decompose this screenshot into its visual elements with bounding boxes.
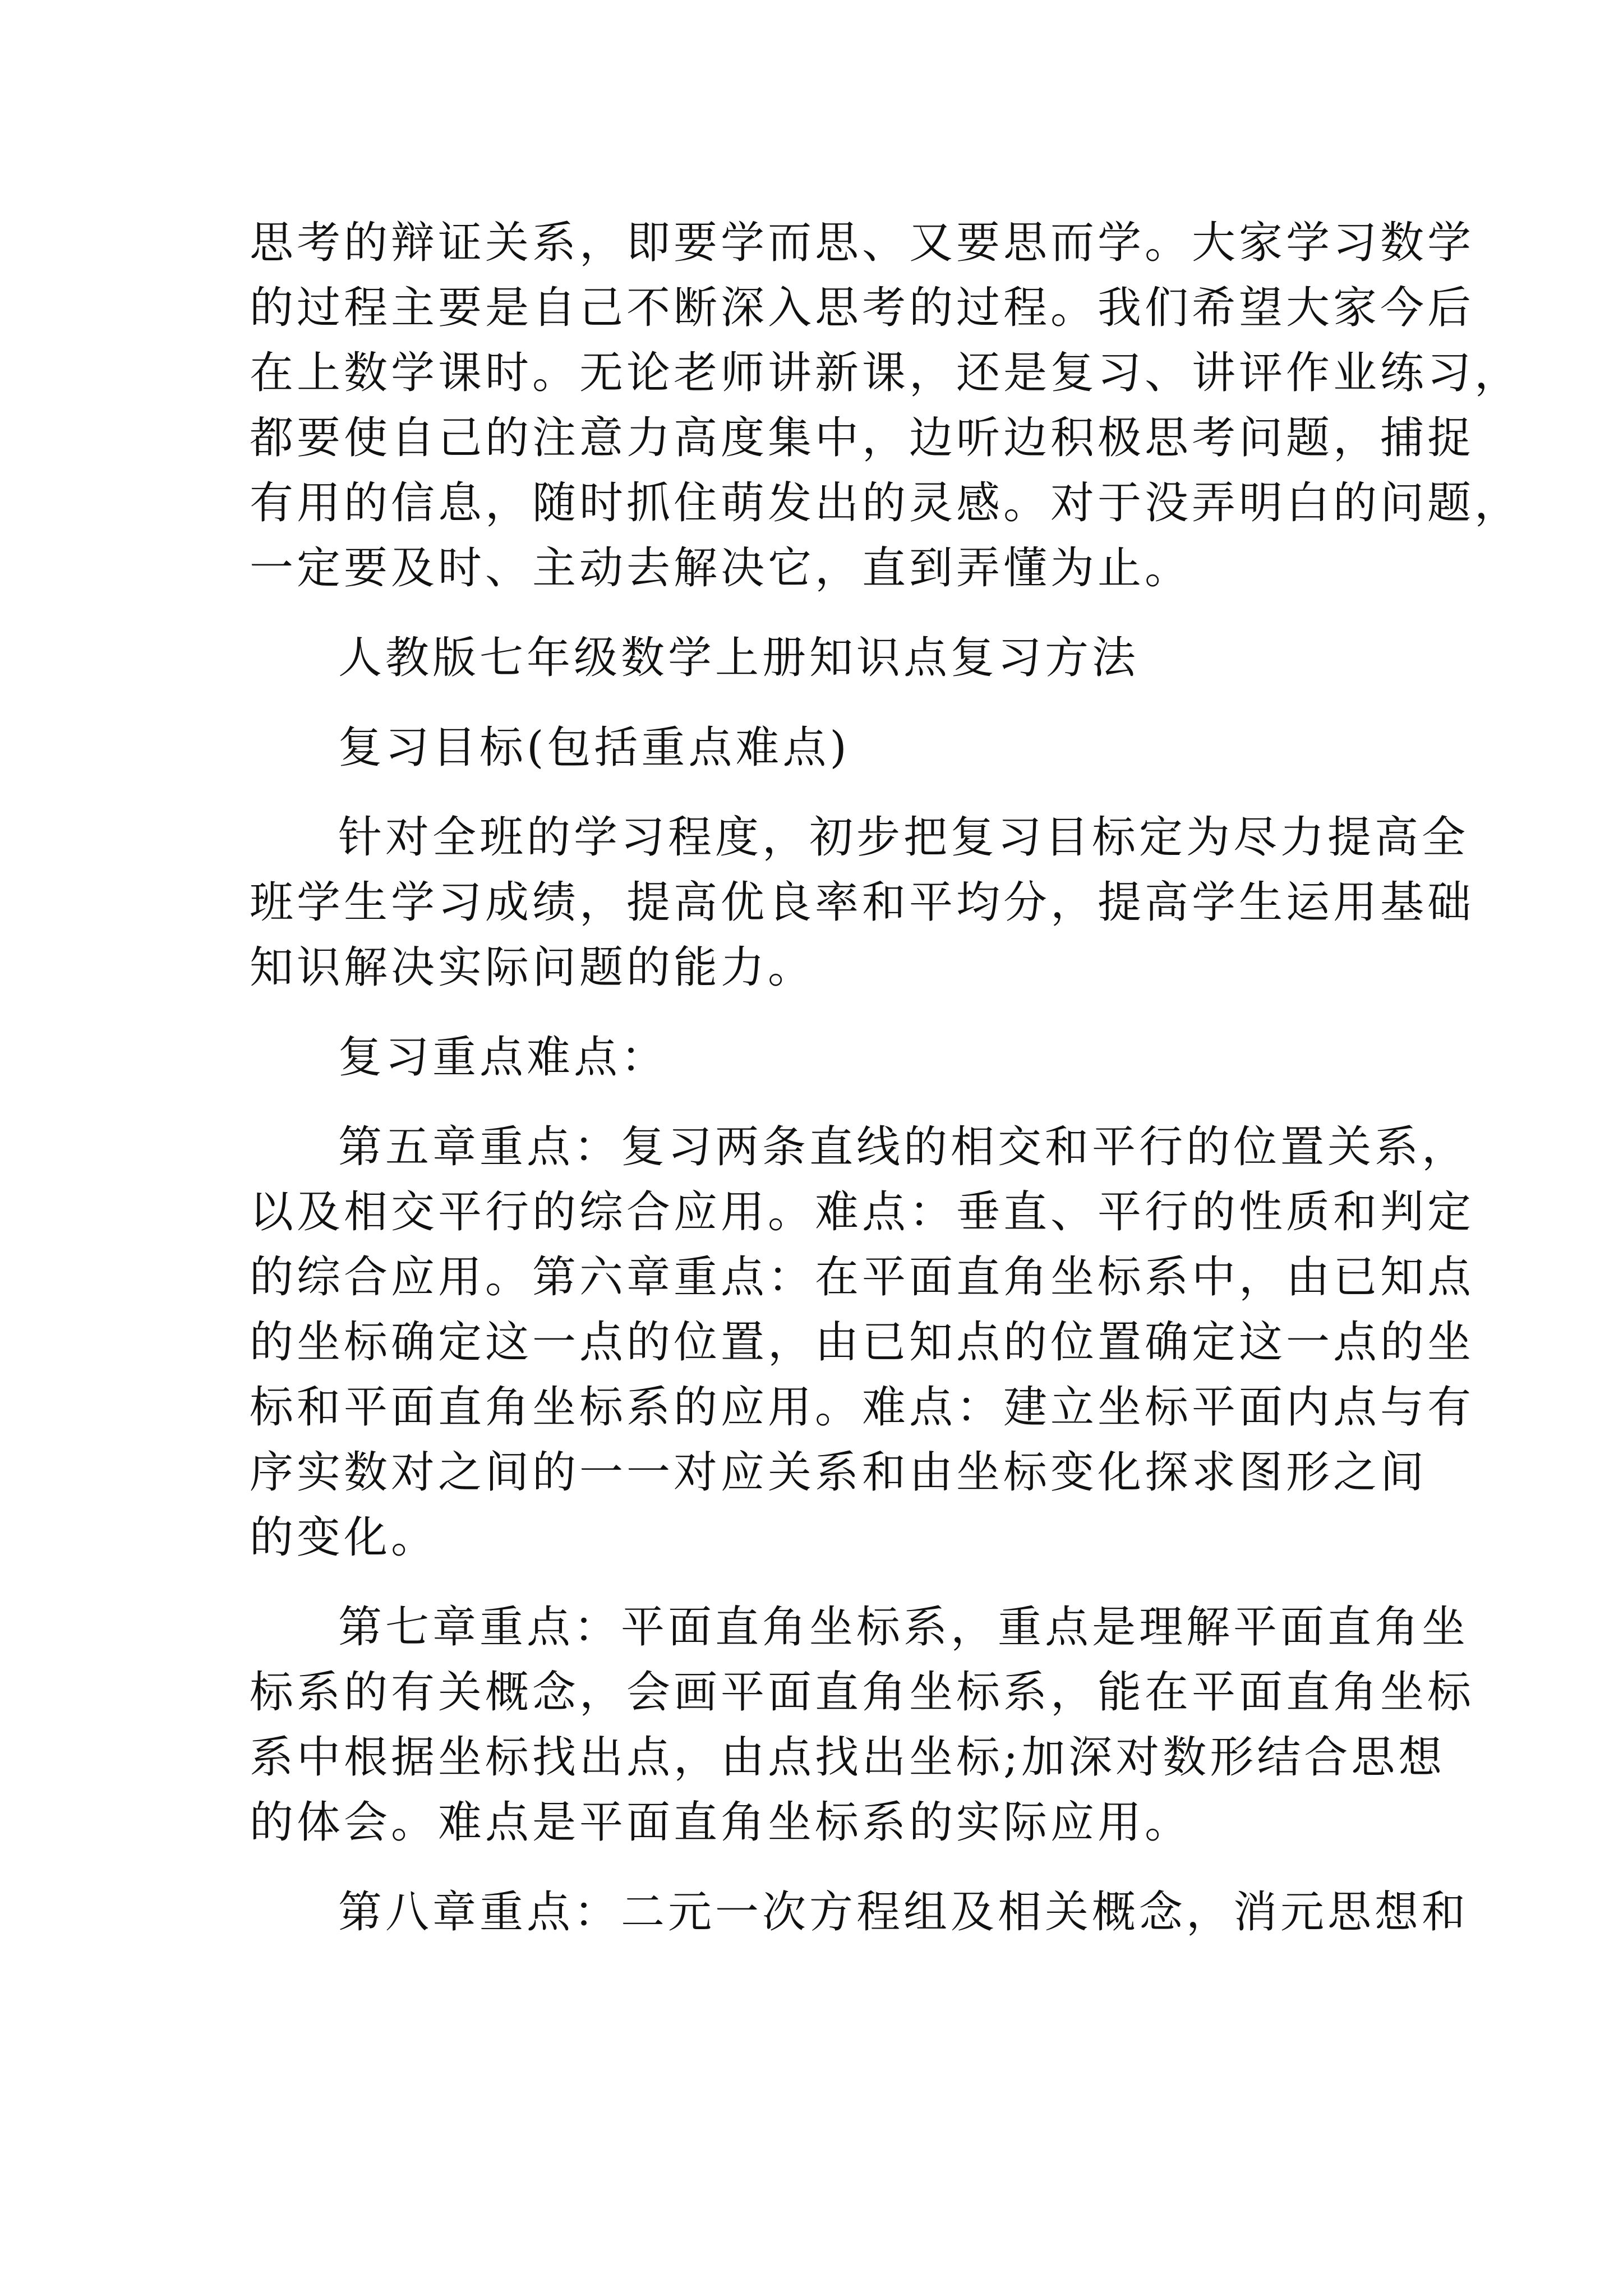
paragraph-chapter-five-six	[250, 1115, 1475, 1570]
text-line: 的变化。	[250, 1512, 439, 1563]
text-line: 有用的信息，随时抓住萌发出的灵感。对于没弄明白的问题，	[250, 478, 1522, 528]
document-body	[250, 210, 1522, 1945]
text-line: 以及相交平行的综合应用。难点：垂直、平行的性质和判定	[250, 1187, 1475, 1237]
paragraph-chapter-seven	[250, 1595, 1475, 1855]
text-line: 知识解决实际问题的能力。	[250, 942, 815, 993]
text-line: 的体会。难点是平面直角坐标系的实际应用。	[250, 1797, 1192, 1848]
paragraph-chapter-eight	[250, 1880, 1469, 1945]
review-focus-heading	[250, 1025, 1394, 1090]
text-line: 第七章重点：平面直角坐标系，重点是理解平面直角坐	[338, 1602, 1469, 1653]
text-line: 思考的辩证关系，即要学而思、又要思而学。大家学习数学	[250, 218, 1475, 268]
review-goal-heading	[250, 715, 1394, 780]
paragraph-study-method	[250, 210, 1522, 601]
text-line: 针对全班的学习程度，初步把复习目标定为尽力提高全	[338, 812, 1469, 863]
text-line: 标系的有关概念，会画平面直角坐标系，能在平面直角坐标	[250, 1667, 1475, 1718]
text-line: 序实数对之间的一一对应关系和由坐标变化探求图形之间	[250, 1447, 1428, 1498]
text-line: 的综合应用。第六章重点：在平面直角坐标系中，由已知点	[250, 1252, 1475, 1303]
text-line: 第八章重点：二元一次方程组及相关概念，消元思想和	[338, 1887, 1469, 1938]
text-line: 在上数学课时。无论老师讲新课，还是复习、讲评作业练习，	[250, 348, 1522, 398]
text-line: 都要使自己的注意力高度集中，边听边积极思考问题，捕捉	[250, 413, 1475, 463]
text-line: 复习目标(包括重点难点)	[338, 723, 850, 773]
text-line: 第五章重点：复习两条直线的相交和平行的位置关系，	[338, 1122, 1469, 1172]
text-line: 复习重点难点：	[338, 1032, 668, 1083]
text-line: 系中根据坐标找出点，由点找出坐标;加深对数形结合思想	[250, 1732, 1446, 1783]
paragraph-review-goal	[250, 805, 1475, 1000]
text-line: 的过程主要是自己不断深入思考的过程。我们希望大家今后	[250, 283, 1475, 333]
text-line: 人教版七年级数学上册知识点复习方法	[338, 633, 1140, 683]
section-heading	[250, 625, 1394, 691]
text-line: 标和平面直角坐标系的应用。难点：建立坐标平面内点与有	[250, 1382, 1475, 1433]
text-line: 班学生学习成绩，提高优良率和平均分，提高学生运用基础	[250, 877, 1475, 928]
text-line: 一定要及时、主动去解决它，直到弄懂为止。	[250, 543, 1192, 593]
text-line: 的坐标确定这一点的位置，由已知点的位置确定这一点的坐	[250, 1317, 1475, 1368]
